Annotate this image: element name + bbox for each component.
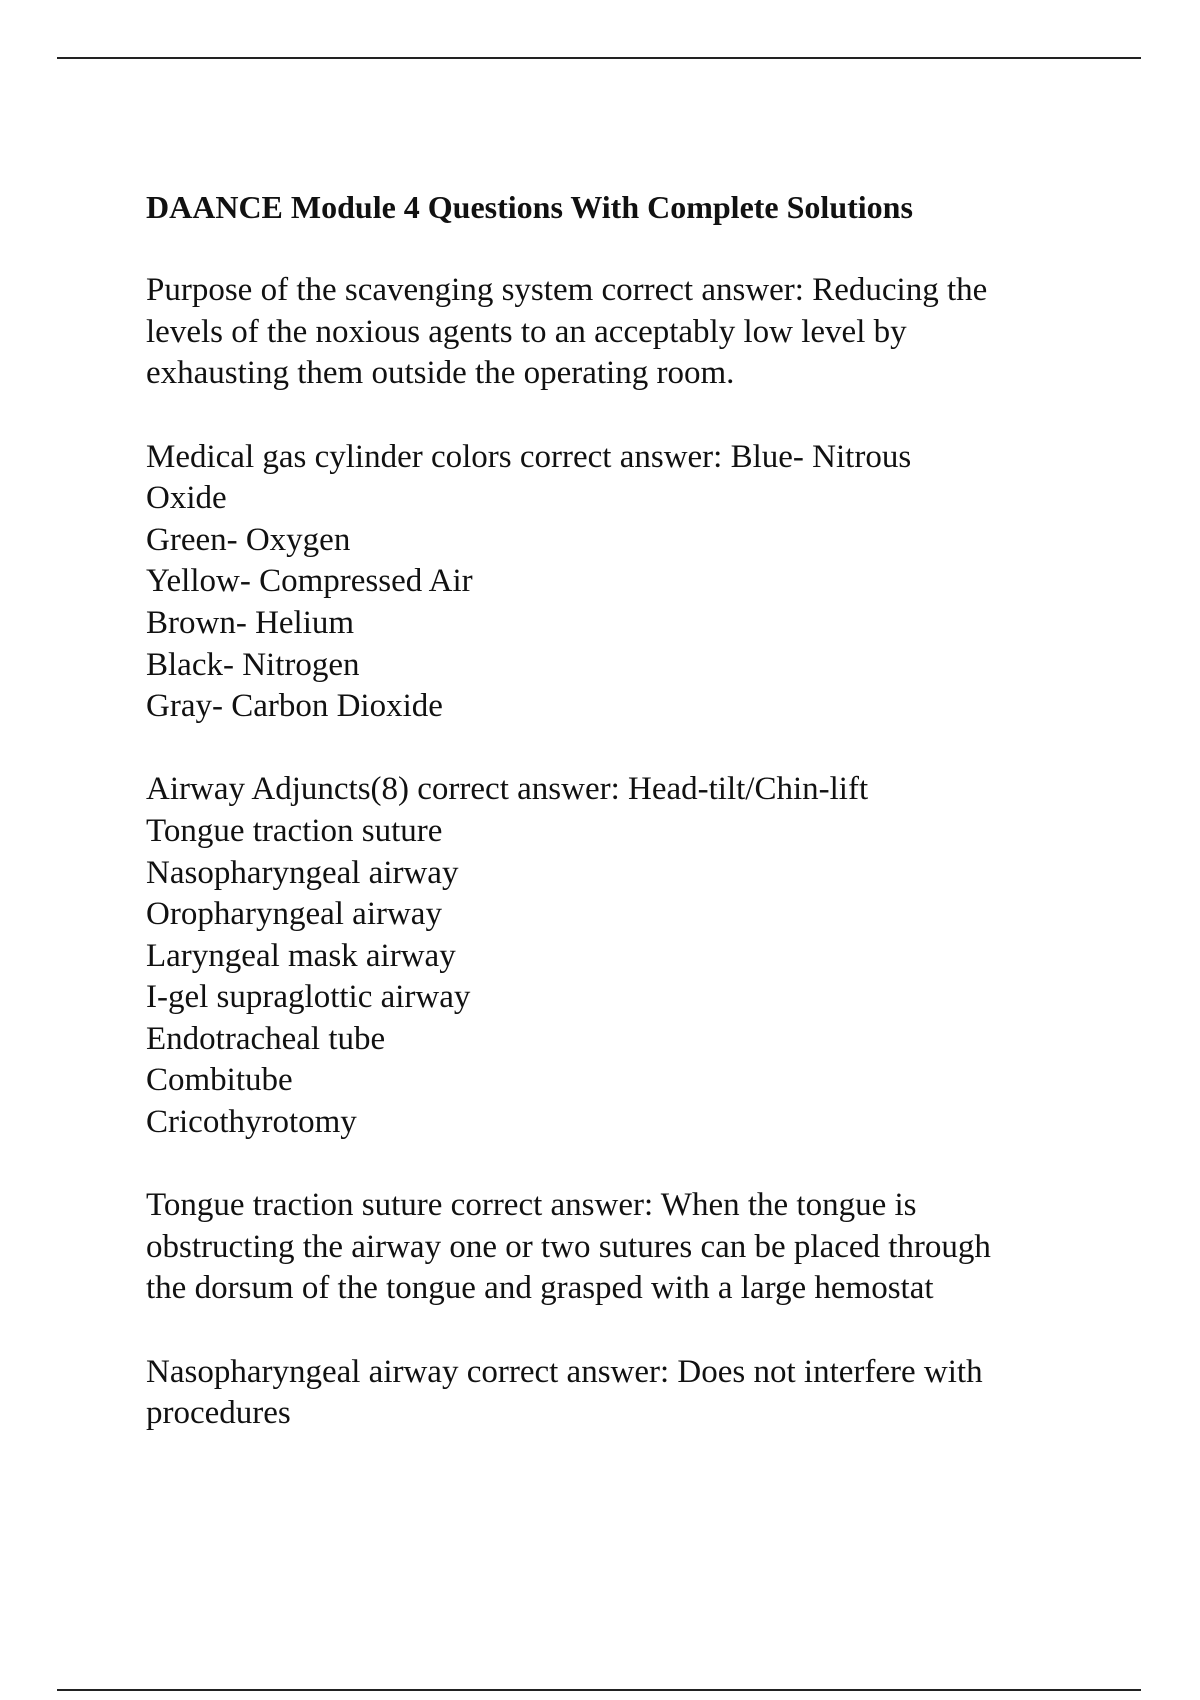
qa-item (146, 769, 1146, 1143)
text-line: Brown- Helium (146, 604, 355, 641)
text-line: levels of the noxious agents to an acceptably low level by (146, 313, 907, 350)
text-line: Green- Oxygen (146, 521, 351, 558)
text-line: the dorsum of the tongue and grasped with a large hemostat (146, 1270, 934, 1307)
text-line: Oxide (146, 480, 227, 517)
document-body (146, 187, 1146, 1435)
qa-item (146, 437, 1146, 728)
text-line: exhausting them outside the operating room. (146, 355, 735, 392)
text-line: Tongue traction suture correct answer: When the tongue is (146, 1187, 917, 1224)
text-line: Nasopharyngeal airway (146, 854, 459, 891)
text-line: Gray- Carbon Dioxide (146, 688, 443, 725)
qa-item (146, 1185, 1146, 1310)
text-line: Black- Nitrogen (146, 646, 360, 683)
text-line: Nasopharyngeal airway correct answer: Does not interfere with (146, 1353, 983, 1390)
text-line: Cricothyrotomy (146, 1104, 357, 1141)
text-line: Purpose of the scavenging system correct answer: Reducing the (146, 272, 988, 309)
header-rule (57, 57, 1141, 59)
text-line: Medical gas cylinder colors correct answer: Blue- Nitrous (146, 438, 912, 475)
qa-item (146, 270, 1146, 395)
text-line: Airway Adjuncts(8) correct answer: Head-tilt/Chin-lift (146, 771, 869, 808)
text-line: Laryngeal mask airway (146, 937, 456, 974)
qa-item (146, 1352, 1146, 1435)
text-line: procedures (146, 1395, 291, 1432)
text-line: Yellow- Compressed Air (146, 563, 473, 600)
document-title: DAANCE Module 4 Questions With Complete Solutions (146, 189, 913, 225)
text-line: I-gel supraglottic airway (146, 979, 471, 1016)
footer-rule (57, 1689, 1141, 1691)
text-line: Combitube (146, 1062, 293, 1099)
text-line: Endotracheal tube (146, 1020, 386, 1057)
text-line: Tongue traction suture (146, 812, 443, 849)
text-line: Oropharyngeal airway (146, 896, 442, 933)
text-line: obstructing the airway one or two sutures can be placed through (146, 1228, 991, 1265)
